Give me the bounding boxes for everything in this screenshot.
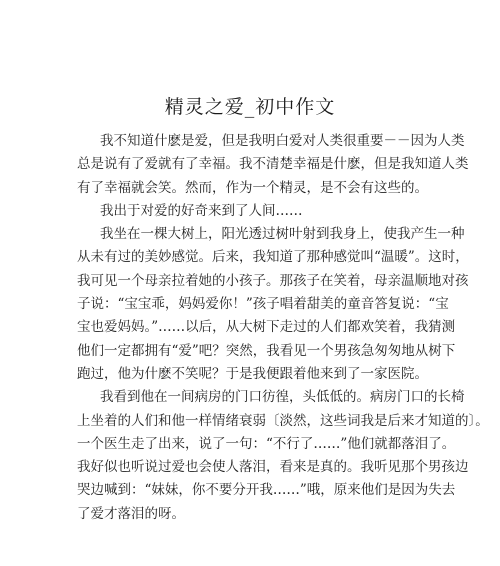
text-line: 我看到他在一间病房的门口彷徨，头低低的。病房门口的长椅 bbox=[100, 389, 465, 406]
text-line: 从未有过的美妙感觉。后来，我知道了那种感觉叫“温暖”。这时， bbox=[77, 249, 469, 266]
paragraph-4 bbox=[77, 386, 489, 526]
text-line: 总是说有了爱就有了幸福。我不清楚幸福是什麽，但是我知道人类 bbox=[77, 156, 469, 173]
text-line: 我好似也听说过爱也会使人落泪，看来是真的。我听见那个男孩边 bbox=[77, 459, 469, 476]
text-line: 我坐在一棵大树上，阳光透过树叶射到我身上，使我产生一种 bbox=[100, 226, 465, 243]
text-line: 他们一定都拥有“爱”吧？突然，我看见一个男孩急匆匆地从树下 bbox=[77, 342, 456, 359]
text-line: 哭边喊到：“妹妹，你不要分开我……”哦，原来他们是因为失去 bbox=[77, 482, 456, 499]
text-line: 我出于对爱的好奇来到了人间…… bbox=[100, 202, 303, 219]
text-line: 跑过，他为什麽不笑呢？于是我便跟着他来到了一家医院。 bbox=[77, 365, 428, 382]
paragraph-3 bbox=[77, 223, 469, 386]
text-line: 上坐着的人们和他一样情绪衰弱〔淡然，这些词我是后来才知道的〕。 bbox=[77, 412, 489, 429]
paragraph-1 bbox=[77, 130, 469, 200]
text-line: 我可见一个母亲拉着她的小孩子。那孩子在笑着，母亲温顺地对孩 bbox=[77, 272, 469, 289]
paragraph-2 bbox=[77, 200, 437, 223]
text-line: 宝也爱妈妈。”……以后，从大树下走过的人们都欢笑着，我猜测 bbox=[77, 319, 456, 336]
text-line: 我不知道什麽是爱，但是我明白爱对人类很重要－－因为人类 bbox=[100, 133, 465, 149]
document-title: 精灵之爱_初中作文 bbox=[164, 96, 336, 118]
text-line: 子说：“宝宝乖，妈妈爱你！”孩子唱着甜美的童音答复说：“宝 bbox=[77, 296, 449, 313]
document-body bbox=[77, 130, 489, 526]
text-line: 了爱才落泪的呀。 bbox=[77, 505, 185, 522]
text-line: 一个医生走了出来，说了一句：“不行了……”他们就都落泪了。 bbox=[77, 435, 456, 452]
text-line: 有了幸福就会笑。然而，作为一个精灵，是不会有这些的。 bbox=[77, 179, 428, 196]
